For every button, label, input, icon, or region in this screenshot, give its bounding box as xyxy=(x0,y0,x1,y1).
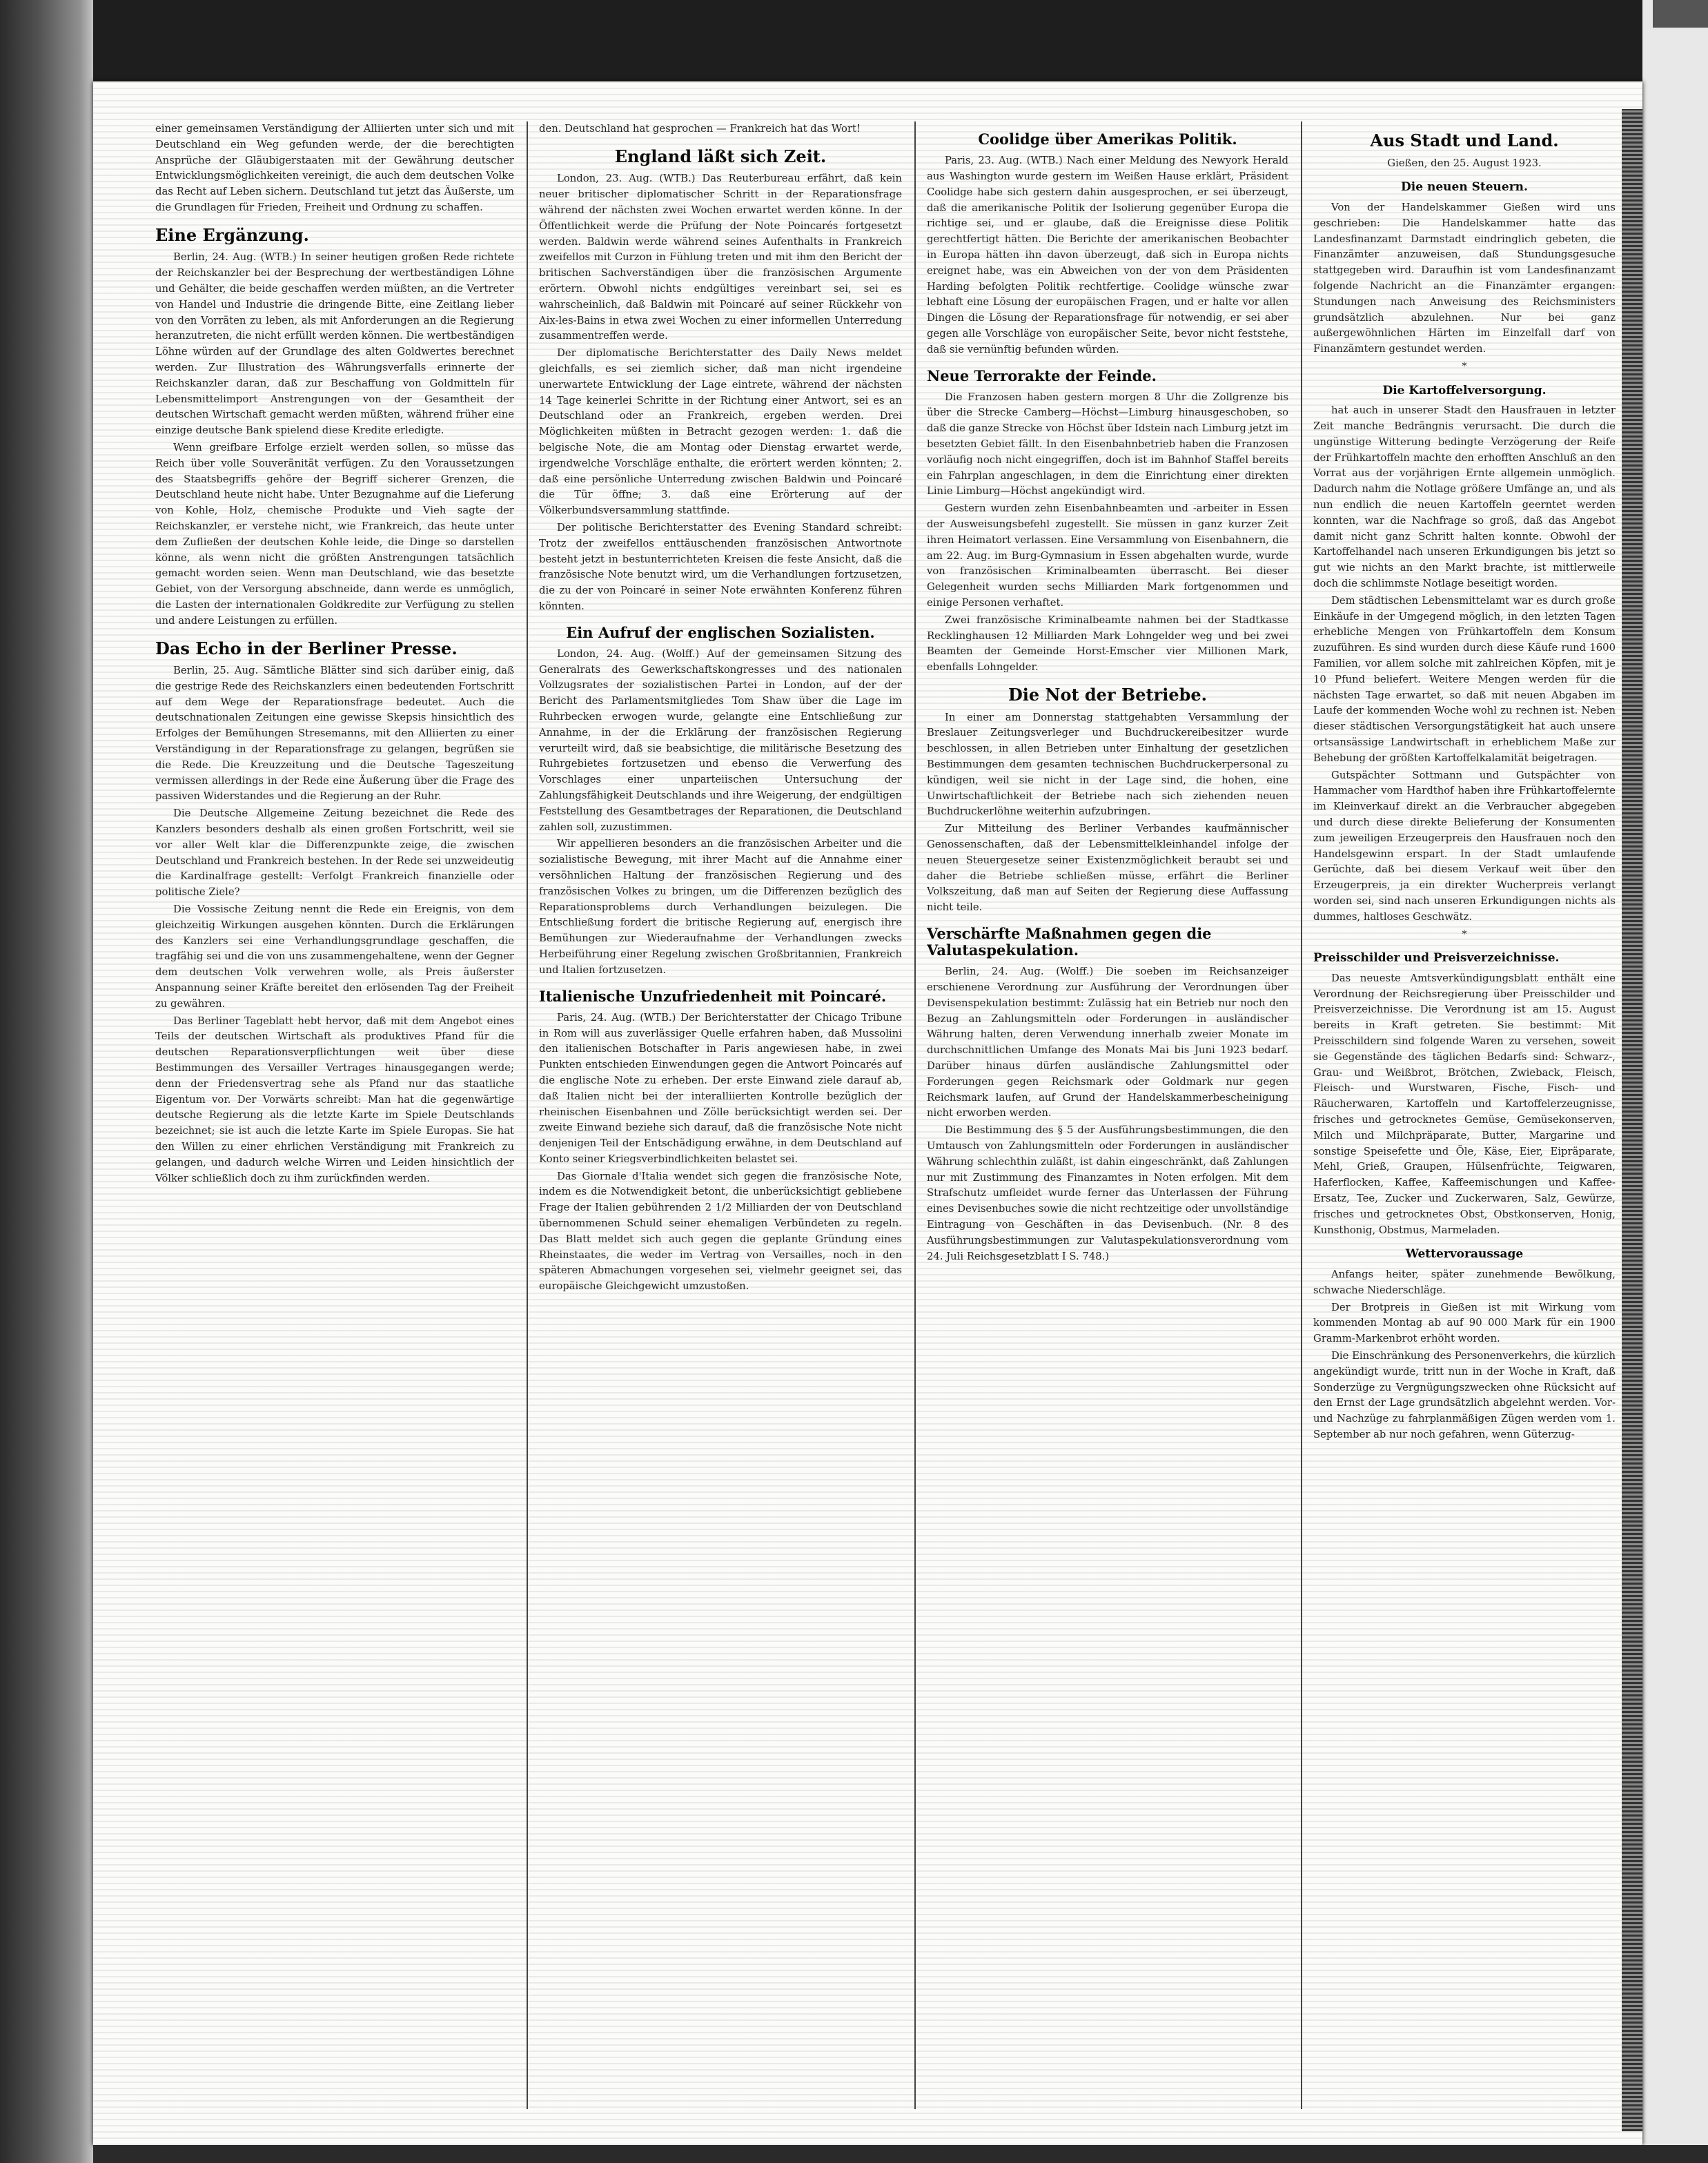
article-paragraph: Gestern wurden zehn Eisenbahnbeamten und -arbeiter in Essen der Ausweisungsbefehl zugestellt. Sie müssen in ganz kurzer Zeit ihren Heimatort verlassen. Eine Versammlung von Eisenbahnern, die am 22. Aug. im Burg-Gymnasium in Essen abgehalten wurde, wurde von französischen Kriminalbeamten überrascht. Bei dieser Gelegenheit wurden sechs Milliarden Mark fortgenommen und einige Personen verhaftet. xyxy=(927,502,1288,609)
headline-coolidge-amerikas-politik: Coolidge über Amerikas Politik. xyxy=(978,130,1237,148)
article-paragraph: Wir appellieren besonders an die französischen Arbeiter und die sozialistische Bewegung, mit ihrer Macht auf die Annahme einer versöhnlichen Haltung der französischen Regierung und des französischen Volkes zu bringen, um die Differenzen bezüglich des Reparationsproblems durch Verhandlungen beizulegen. Die Entschließung fordert die britische Regierung auf, energisch ihre Bemühungen zur Wiederaufnahme der Verhandlungen zwecks Herbeiführung einer Regelung zwischen Großbritannien, Frankreich und Italien fortzusetzen. xyxy=(539,838,902,976)
article-paragraph: Wenn greifbare Erfolge erzielt werden sollen, so müsse das Reich über volle Souveränität verfügen. Zu den Voraussetzungen des Staatsbegriffs gehöre der Begriff sicherer Grenzen, die Deutschland heute nicht habe. Unter Bezugnahme auf die Lieferung von Kohle, Holz, chemische Produkte und Vieh sagte der Reichskanzler, er verstehe nicht, wie Frankreich, das heute unter dem Zufließen der deutschen Kohle leide, die Dinge so darstellen könne, als wenn nicht die größten Anstrengungen tatsächlich gemacht worden seien. Wenn man Deutschland, wie das besetzte Gebiet, von der Versorgung abschneide, dann werde es unmöglich, die Lasten der internationalen Goldkredite zur Verfügung zu stellen und andere Leistungen zu erfüllen. xyxy=(155,441,514,627)
article-paragraph: Der Brotpreis in Gießen ist mit Wirkung vom kommenden Montag ab auf 90 000 Mark für ein 1900 Gramm-Markenbrot erhöht worden. xyxy=(1313,1301,1616,1345)
article-paragraph: Die Einschränkung des Personenverkehrs, die kürzlich angekündigt wurde, tritt nun in der Woche in Kraft, daß Sonderzüge zu Vergnügungszwecken ohne Rücksicht auf den Ernst der Lage grundsätzlich abgelehnt werden. Vor- und Nachzüge zu fahrplanmäßigen Zügen werden vom 1. September ab nur noch gefahren, wenn Güterzug- xyxy=(1313,1349,1616,1440)
article-paragraph: Das neueste Amtsverkündigungsblatt enthält eine Verordnung der Reichsregierung über Preisschilder und Preisverzeichnisse. Die Verordnung ist am 15. August bereits in Kraft getreten. Sie bestimmt: Mit Preisschildern sind folgende Waren zu versehen, soweit sie Gegenstände des täglichen Bedarfs sind: Schwarz-, Grau- und Weißbrot, Brötchen, Zwieback, Fleisch, Fleisch- und Wurstwaren, Fische, Fisch- und Räucherwaren, Kartoffeln und Kartoffelerzeugnisse, frisches und getrocknetes Gemüse, Gemüsekonserven, Milch und Milchpräparate, Butter, Margarine und sonstige Speisefette und Öle, Käse, Eier, Eipräparate, Mehl, Grieß, Graupen, Hülsenfrüchte, Teigwaren, Haferflocken, Kaffee, Kaffeemischungen und Kaffee-Ersatz, Tee, Zucker und Zuckerwaren, Salz, Gewürze, frisches und getrocknetes Obst, Obstkonserven, Honig, Kunsthonig, Obstmus, Marmeladen. xyxy=(1313,972,1616,1236)
scan-corner-mark xyxy=(1653,0,1708,28)
column-3 xyxy=(927,121,1288,2109)
article-paragraph: Dem städtischen Lebensmittelamt war es durch große Einkäufe in der Umgegend möglich, in den letzten Tagen erhebliche Mengen von Frühkartoffeln dem Konsum zuzuführen. Es sind wurden durch diese Käufe rund 1600 Familien, vor allem solche mit zahlreichen Köpfen, mit je 10 Pfund beliefert. Weitere Mengen werden für die nächsten Tage erwartet, so daß mit neuen Abgaben im Laufe der kommenden Woche wohl zu rechnen ist. Neben dieser städtischen Versorgungstätigkeit hat auch unsere ortsansässige Landwirtschaft in erheblichem Maße zur Behebung der größten Kartoffelkalamität beigetragen. xyxy=(1313,594,1616,764)
section-separator: * xyxy=(1462,360,1467,372)
headline-echo-berliner-presse: Das Echo in der Berliner Presse. xyxy=(155,638,458,658)
article-paragraph: Berlin, 24. Aug. (Wolff.) Die soeben im Reichsanzeiger erschienene Verordnung zur Ausführung der Verordnungen über Devisenspekulation bestimmt: Zulässig hat ein Betrieb nur noch den Bezug an Zahlungsmitteln oder Forderungen in ausländischer Währung halten, deren Verwendung innerhalb zweier Monate im durchschnittlichen Umfange des Monats Mai bis Juni 1923 bedarf. Darüber hinaus dürfen ausländische Zahlungsmittel oder Forderungen gegen Reichsmark oder Goldmark nur gegen Reichsmark laufen, auf Grund der Handelskammerbescheinigung nicht erworben werden. xyxy=(927,966,1288,1119)
headline-wettervoraussage: Wettervoraussage xyxy=(1405,1247,1524,1262)
article-paragraph: Paris, 23. Aug. (WTB.) Nach einer Meldung des Newyork Herald aus Washington wurde gestern im Weißen Hause erklärt, Präsident Coolidge habe sich gestern dahin ausgesprochen, er sei überzeugt, daß die amerikanische Politik der Isolierung gegenüber Europa die richtige sei, und er glaube, daß die Ereignisse diese Politik gerechtfertigt hätten. Die Berichte der amerikanischen Beobachter in Europa hätten ihn davon überzeugt, daß sich in Europa nichts ereignet habe, was ein Abweichen von der von dem Präsidenten Harding befolgten Politik rechtfertige. Coolidge wünsche zwar lebhaft eine Lösung der europäischen Fragen, und er halte vor allen Dingen die Lösung der Reparationsfrage für notwendig, er sei aber gegen alle Vorschläge von europäischer Seite, bevor nicht feststehe, daß sie vernünftig befunden würden. xyxy=(927,155,1288,355)
article-paragraph: London, 24. Aug. (Wolff.) Auf der gemeinsamen Sitzung des Generalrats des Gewerkschaftskongresses und des nationalen Vollzugsrates der sozialistischen Partei in London, auf der der Bericht des Parlamentsmitgliedes Tom Shaw über die Lage im Ruhrbecken erwogen wurde, gelangte eine Entschließung zur Annahme, in der die Erklärung der französischen Regierung verurteilt wird, daß sie beabsichtige, die militärische Besetzung des Ruhrgebietes fortzusetzen und ebenso die Verwerfung des Vorschlages einer unparteiischen Untersuchung der Zahlungsfähigkeit Deutschlands und ihre Weigerung, der endgültigen Feststellung des Gesamtbetrages der Reparationen, die Deutschland zahlen soll, zuzustimmen. xyxy=(539,647,902,833)
headline-aus-stadt-und-land: Aus Stadt und Land. xyxy=(1370,130,1559,150)
headline-preisschilder: Preisschilder und Preisverzeichnisse. xyxy=(1313,951,1560,966)
article-paragraph: Die Franzosen haben gestern morgen 8 Uhr die Zollgrenze bis über die Strecke Camberg—Höchst—Limburg hinausgeschoben, so daß die ganze Strecke von Höchst über Idstein nach Limburg jetzt im besetzten Gebiet fällt. In den Eisenbahnbetrieb haben die Franzosen vorläufig noch nicht eingegriffen, doch ist im Bahnhof Staffel bereits ein Fahrplan angeschlagen, in dem die Einrichtung einer direkten Linie Limburg—Höchst angekündigt wird. xyxy=(927,391,1288,498)
article-paragraph: Gutspächter Sottmann und Gutspächter von Hammacher vom Hardthof haben ihre Frühkartoffelernte im Kleinverkauf direkt an die Verbraucher abgegeben und durch diese direkte Belieferung der Konsumenten zum jeweiligen Erzeugerpreis den Hausfrauen noch den Handelsgewinn erspart. In der Stadt umlaufende Gerüchte, daß bei diesem Verkauf weit über den Erzeugerpreis, ja ein direkter Wucherpreis verlangt worden sei, sind nach unseren Erkundigungen nichts als dummes, haltloses Geschwätz. xyxy=(1313,769,1616,923)
article-paragraph: London, 23. Aug. (WTB.) Das Reuterbureau erfährt, daß kein neuer britischer diplomatischer Schritt in der Reparationsfrage während der nächsten zwei Wochen erwartet werden könne. In der Öffentlichkeit werde die Prüfung der Note Poincarés fortgesetzt werden. Baldwin werde während seines Aufenthalts in Frankreich zweifellos mit Curzon in Fühlung treten und mit ihm den Bericht der britischen Sachverständigen über die französischen Argumente erörtern. Obwohl nichts endgültiges vereinbart sei, sei es wahrscheinlich, daß Baldwin mit Poincaré auf seiner Rückkehr von Aix-les-Bains in etwa zwei Wochen zu einer informellen Unterredung zusammentreffen werde. xyxy=(539,173,902,342)
article-paragraph: Das Giornale d'Italia wendet sich gegen die französische Note, indem es die Notwendigkeit betont, die unberücksichtigt gebliebene Frage der Italien gebührenden 2 1/2 Milliarden der von Deutschland übernommenen Schuld seiner ehemaligen Verbündeten zu regeln. Das Blatt meldet sich auch gegen die geplante Gründung eines Rheinstaates, die weder im Vertrag von Versailles, noch in den späteren Abmachungen vorgesehen sei, vielmehr geeignet sei, das europäische Gleichgewicht umzustoßen. xyxy=(539,1170,902,1293)
article-paragraph: Berlin, 25. Aug. Sämtliche Blätter sind sich darüber einig, daß die gestrige Rede des Reichskanzlers einen bedeutenden Fortschritt auf dem Wege der Reparationsfrage bedeutet. Auch die deutschnationalen Zeitungen eine gewisse Skepsis hinsichtlich des Erfolges der Bemühungen Stresemanns, mit den Alliierten zu einer Verständigung in der Reparationsfrage zu gelangen, begrüßen sie die Rede. Die Kreuzzeitung und die Deutsche Tageszeitung vermissen allerdings in der Rede eine Äußerung über die Frage des passiven Widerstandes und die Regierung an der Ruhr. xyxy=(155,665,514,803)
article-paragraph: Zwei französische Kriminalbeamte nahmen bei der Stadtkasse Recklinghausen 12 Milliarden Mark Lohngelder weg und bei zwei Beamten der Gemeinde Horst-Emscher vier Millionen Mark, ebenfalls Lohngelder. xyxy=(927,614,1288,674)
article-paragraph: Die Vossische Zeitung nennt die Rede ein Ereignis, von dem gleichzeitig Wirkungen ausgehen könnten. Durch die Erklärungen des Kanzlers sei eine Verhandlungsgrundlage geschaffen, die tragfähig sei und die von uns zusammengehaltene, wenn der Gegner dem deutschen Volk verwehren wolle, als Preis äußerster Anspannung seiner Kräfte bereitet den erlösenden Tag der Freiheit zu gewähren. xyxy=(155,903,514,1010)
headline-neue-terrorakte: Neue Terrorakte der Feinde. xyxy=(927,366,1157,384)
article-paragraph: Das Berliner Tageblatt hebt hervor, daß mit dem Angebot eines Teils der deutschen Wirtschaft als produktives Pfand für die deutschen Reparationsverpflichtungen weit über diese Bestimmungen des Versailler Vertrages hinausgegangen werde; denn der Friedensvertrag sehe als Pfand nur das staatliche Eigentum vor. Der Vorwärts schreibt: Man hat die gegenwärtige deutsche Regierung als die letzte Karte im Spiele Deutschlands bezeichnet; sie ist auch die letzte Karte im Spiele Europas. Sie hat den Willen zu einer ehrlichen Verständigung mit Frankreich zu gelangen, und dadurch welche Wirren und Leiden hinsichtlich der Völker schließlich doch zu ihm zurückfinden werden. xyxy=(155,1015,514,1184)
article-paragraph: Paris, 24. Aug. (WTB.) Der Berichterstatter der Chicago Tribune in Rom will aus zuverlässiger Quelle erfahren haben, daß Mussolini den italienischen Botschafter in Paris angewiesen habe, in zwei Punkten entschieden Einwendungen gegen die Antwort Poincarés auf die englische Note zu erheben. Der erste Einwand ziele darauf ab, daß Italien nicht bei der interalliierten Kontrolle bezüglich der rheinischen Eisenbahnen und Zölle berücksichtigt werden sei. Der zweite Einwand beziehe sich darauf, daß die französische Note nicht denjenigen Teil der Entschädigung erwähne, in dem Deutschland auf Konto seiner Kriegsverbindlichkeiten belastet sei. xyxy=(539,1011,902,1165)
page-edge-shadow xyxy=(1622,109,1642,2131)
headline-kartoffelversorgung: Die Kartoffelversorgung. xyxy=(1382,383,1547,398)
headline-eine-ergaenzung: Eine Ergänzung. xyxy=(155,224,309,245)
article-paragraph: Der politische Berichterstatter des Evening Standard schreibt: Trotz der zweifellos enttäuschenden französischen Antwortnote besteht jetzt in bestunterrichteten Kreisen die feste Ansicht, daß die französische Note benutzt wird, um die Verhandlungen fortzusetzen, die zu der von Poincaré in seiner Note erwähnten Konferenz führen könnten. xyxy=(539,521,902,612)
article-paragraph: In einer am Donnerstag stattgehabten Versammlung der Breslauer Zeitungsverleger und Buchdruckereibesitzer wurde beschlossen, in allen Betrieben unter Einhaltung der gesetzlichen Bestimmungen dem gesamten technischen Buchdruckerpersonal zu kündigen, weil sie nicht in der Lage sind, die hohen, eine Unwirtschaftlichkeit der Betriebe nach sich ziehenden neuen Buchdruckerlöhne weiterhin aufzubringen. xyxy=(927,711,1288,818)
headline-verschaerfte-massnahmen: Verschärfte Maßnahmen gegen die Valutaspekulation. xyxy=(927,924,1212,959)
newspaper-page xyxy=(93,81,1642,2145)
column-divider xyxy=(914,121,916,2109)
scan-bottom-band xyxy=(93,2145,1708,2163)
headline-neue-steuern: Die neuen Steuern. xyxy=(1401,180,1528,195)
dateline: Gießen, den 25. August 1923. xyxy=(1387,157,1542,169)
column-1-intro: einer gemeinsamen Verständigung der Alliierten unter sich und mit Deutschland ein Weg gefunden werde, der die berechtigten Ansprüche der Gläubigerstaaten mit der Gewährung deutscher Entwicklungsmöglichkeiten vereinigt, die auch dem deutschen Volke das Recht auf Leben sichern. Deutschland tut jetzt das Äußerste, um die Grundlagen für Frieden, Freiheit und Ordnung zu schaffen. xyxy=(155,123,514,213)
article-paragraph: Anfangs heiter, später zunehmende Bewölkung, schwache Niederschläge. xyxy=(1313,1268,1616,1296)
headline-england-laesst-sich-zeit: England läßt sich Zeit. xyxy=(614,146,827,166)
column-4 xyxy=(1313,121,1616,2109)
headline-aufruf-englischen-sozialisten: Ein Aufruf der englischen Sozialisten. xyxy=(566,623,875,641)
headline-not-der-betriebe: Die Not der Betriebe. xyxy=(1008,684,1208,705)
article-paragraph: Von der Handelskammer Gießen wird uns geschrieben: Die Handelskammer hatte das Landesfinanzamt Darmstadt eindringlich gebeten, die Finanzämter anzuweisen, daß Stundungsgesuche stattgegeben wird. Daraufhin ist vom Landesfinanzamt folgende Nachricht an die Finanzämter ergangen: Stundungen nach Anweisung des Reichsministers grundsätzlich abzulehnen. Nur bei ganz außergewöhnlichen Härten im Einzelfall darf von Finanzämtern gestundet werden. xyxy=(1313,201,1616,355)
book-binding xyxy=(0,0,93,2163)
article-paragraph: Die Deutsche Allgemeine Zeitung bezeichnet die Rede des Kanzlers besonders deshalb als einen großen Fortschritt, weil sie vor aller Welt klar die Differenzpunkte zeige, die zwischen Deutschland und Frankreich bestehen. In der Rede sei unzweideutig die Kardinalfrage gestellt: Verfolgt Frankreich finanzielle oder politische Ziele? xyxy=(155,808,514,899)
column-2 xyxy=(539,121,902,2109)
column-2-intro: den. Deutschland hat gesprochen — Frankreich hat das Wort! xyxy=(539,123,861,135)
column-divider xyxy=(1301,121,1302,2109)
column-divider xyxy=(527,121,528,2109)
section-separator: * xyxy=(1462,928,1467,940)
article-paragraph: Berlin, 24. Aug. (WTB.) In seiner heutigen großen Rede richtete der Reichskanzler bei der Besprechung der wertbeständigen Löhne und Gehälter, die beide geschaffen werden müßten, an die Vertreter von Handel und Industrie die dringende Bitte, eine Zeitlang lieber von den Vorräten zu leben, als mit Anforderungen an die Regierung heranzutreten, die nicht erfüllt werden können. Die wertbeständigen Löhne würden auf der Grundlage des alten Goldwertes berechnet werden. Zur Illustration des Währungsverfalls erinnerte der Reichskanzler daran, daß zur Beschaffung von Goldmitteln für Lebensmittelimport Anstrengungen von der Gesamtheit der deutschen Wirtschaft gemacht werden müßten, während früher eine einzige deutsche Bank spielend diese Kredite erledigte. xyxy=(155,251,514,437)
scan-background xyxy=(1642,0,1708,2163)
article-paragraph: Die Bestimmung des § 5 der Ausführungsbestimmungen, die den Umtausch von Zahlungsmitteln oder Forderungen in ausländischer Währung schlechthin zuläßt, ist dahin eingeschränkt, daß Zahlungen nur mit Zustimmung des Finanzamtes in Noten erfolgen. Mit dem Strafschutz umfleidet wurde ferner das Unterlassen der Führung eines Devisenbuches sowie die nicht rechtzeitige oder unvollständige Eintragung von Geschäften in das Devisenbuch. (Nr. 8 des Ausführungsbestimmungen zur Valutaspekulationsverordnung vom 24. Juli Reichsgesetzblatt I S. 748.) xyxy=(927,1124,1288,1262)
article-paragraph: hat auch in unserer Stadt den Hausfrauen in letzter Zeit manche Bedrängnis verursacht. Die durch die ungünstige Witterung bedingte Verzögerung der Reife der Frühkartoffeln machte den erhofften Anschluß an den Vorrat aus der vorjährigen Ernte allgemein unmöglich. Dadurch nahm die Notlage größere Umfänge an, und als nun endlich die neuen Kartoffeln geerntet werden konnten, war die Nachfrage so groß, daß das Angebot damit nicht ganz Schritt halten konnte. Obwohl der Kartoffelhandel nach unseren Erkundigungen bis jetzt so gut wie nichts an den Markt brachte, ist mittlerweile doch die schlimmste Notlage beseitigt worden. xyxy=(1313,404,1616,590)
headline-italienische-unzufriedenheit: Italienische Unzufriedenheit mit Poincaré. xyxy=(539,987,887,1005)
column-1 xyxy=(155,121,514,2109)
article-paragraph: Zur Mitteilung des Berliner Verbandes kaufmännischer Genossenschaften, daß der Lebensmittelkleinhandel infolge der neuen Steuergesetze seiner Existenzmöglichkeit beraubt sei und daher die Betriebe schließen müsse, erfährt die Berliner Volkszeitung, daß man auf Seiten der Regierung diese Auffassung nicht teile. xyxy=(927,823,1288,914)
article-paragraph: Der diplomatische Berichterstatter des Daily News meldet gleichfalls, es sei ziemlich sicher, daß man nicht irgendeine unerwartete Entwicklung der Lage eintrete, während der nächsten 14 Tage keinerlei Schritte in der Richtung einer Antwort, sei es an Deutschland oder an Frankreich, ergeben werden. Drei Möglichkeiten müßten in Betracht gezogen werden: 1. daß die belgische Note, die am Montag oder Dienstag erwartet werde, irgendwelche Vorschläge enthalte, die erörtert werden könnten; 2. daß eine persönliche Unterredung zwischen Baldwin und Poincaré die Tür öffne; 3. daß eine Erörterung auf der Völkerbundsversammlung stattfinde. xyxy=(539,347,902,517)
